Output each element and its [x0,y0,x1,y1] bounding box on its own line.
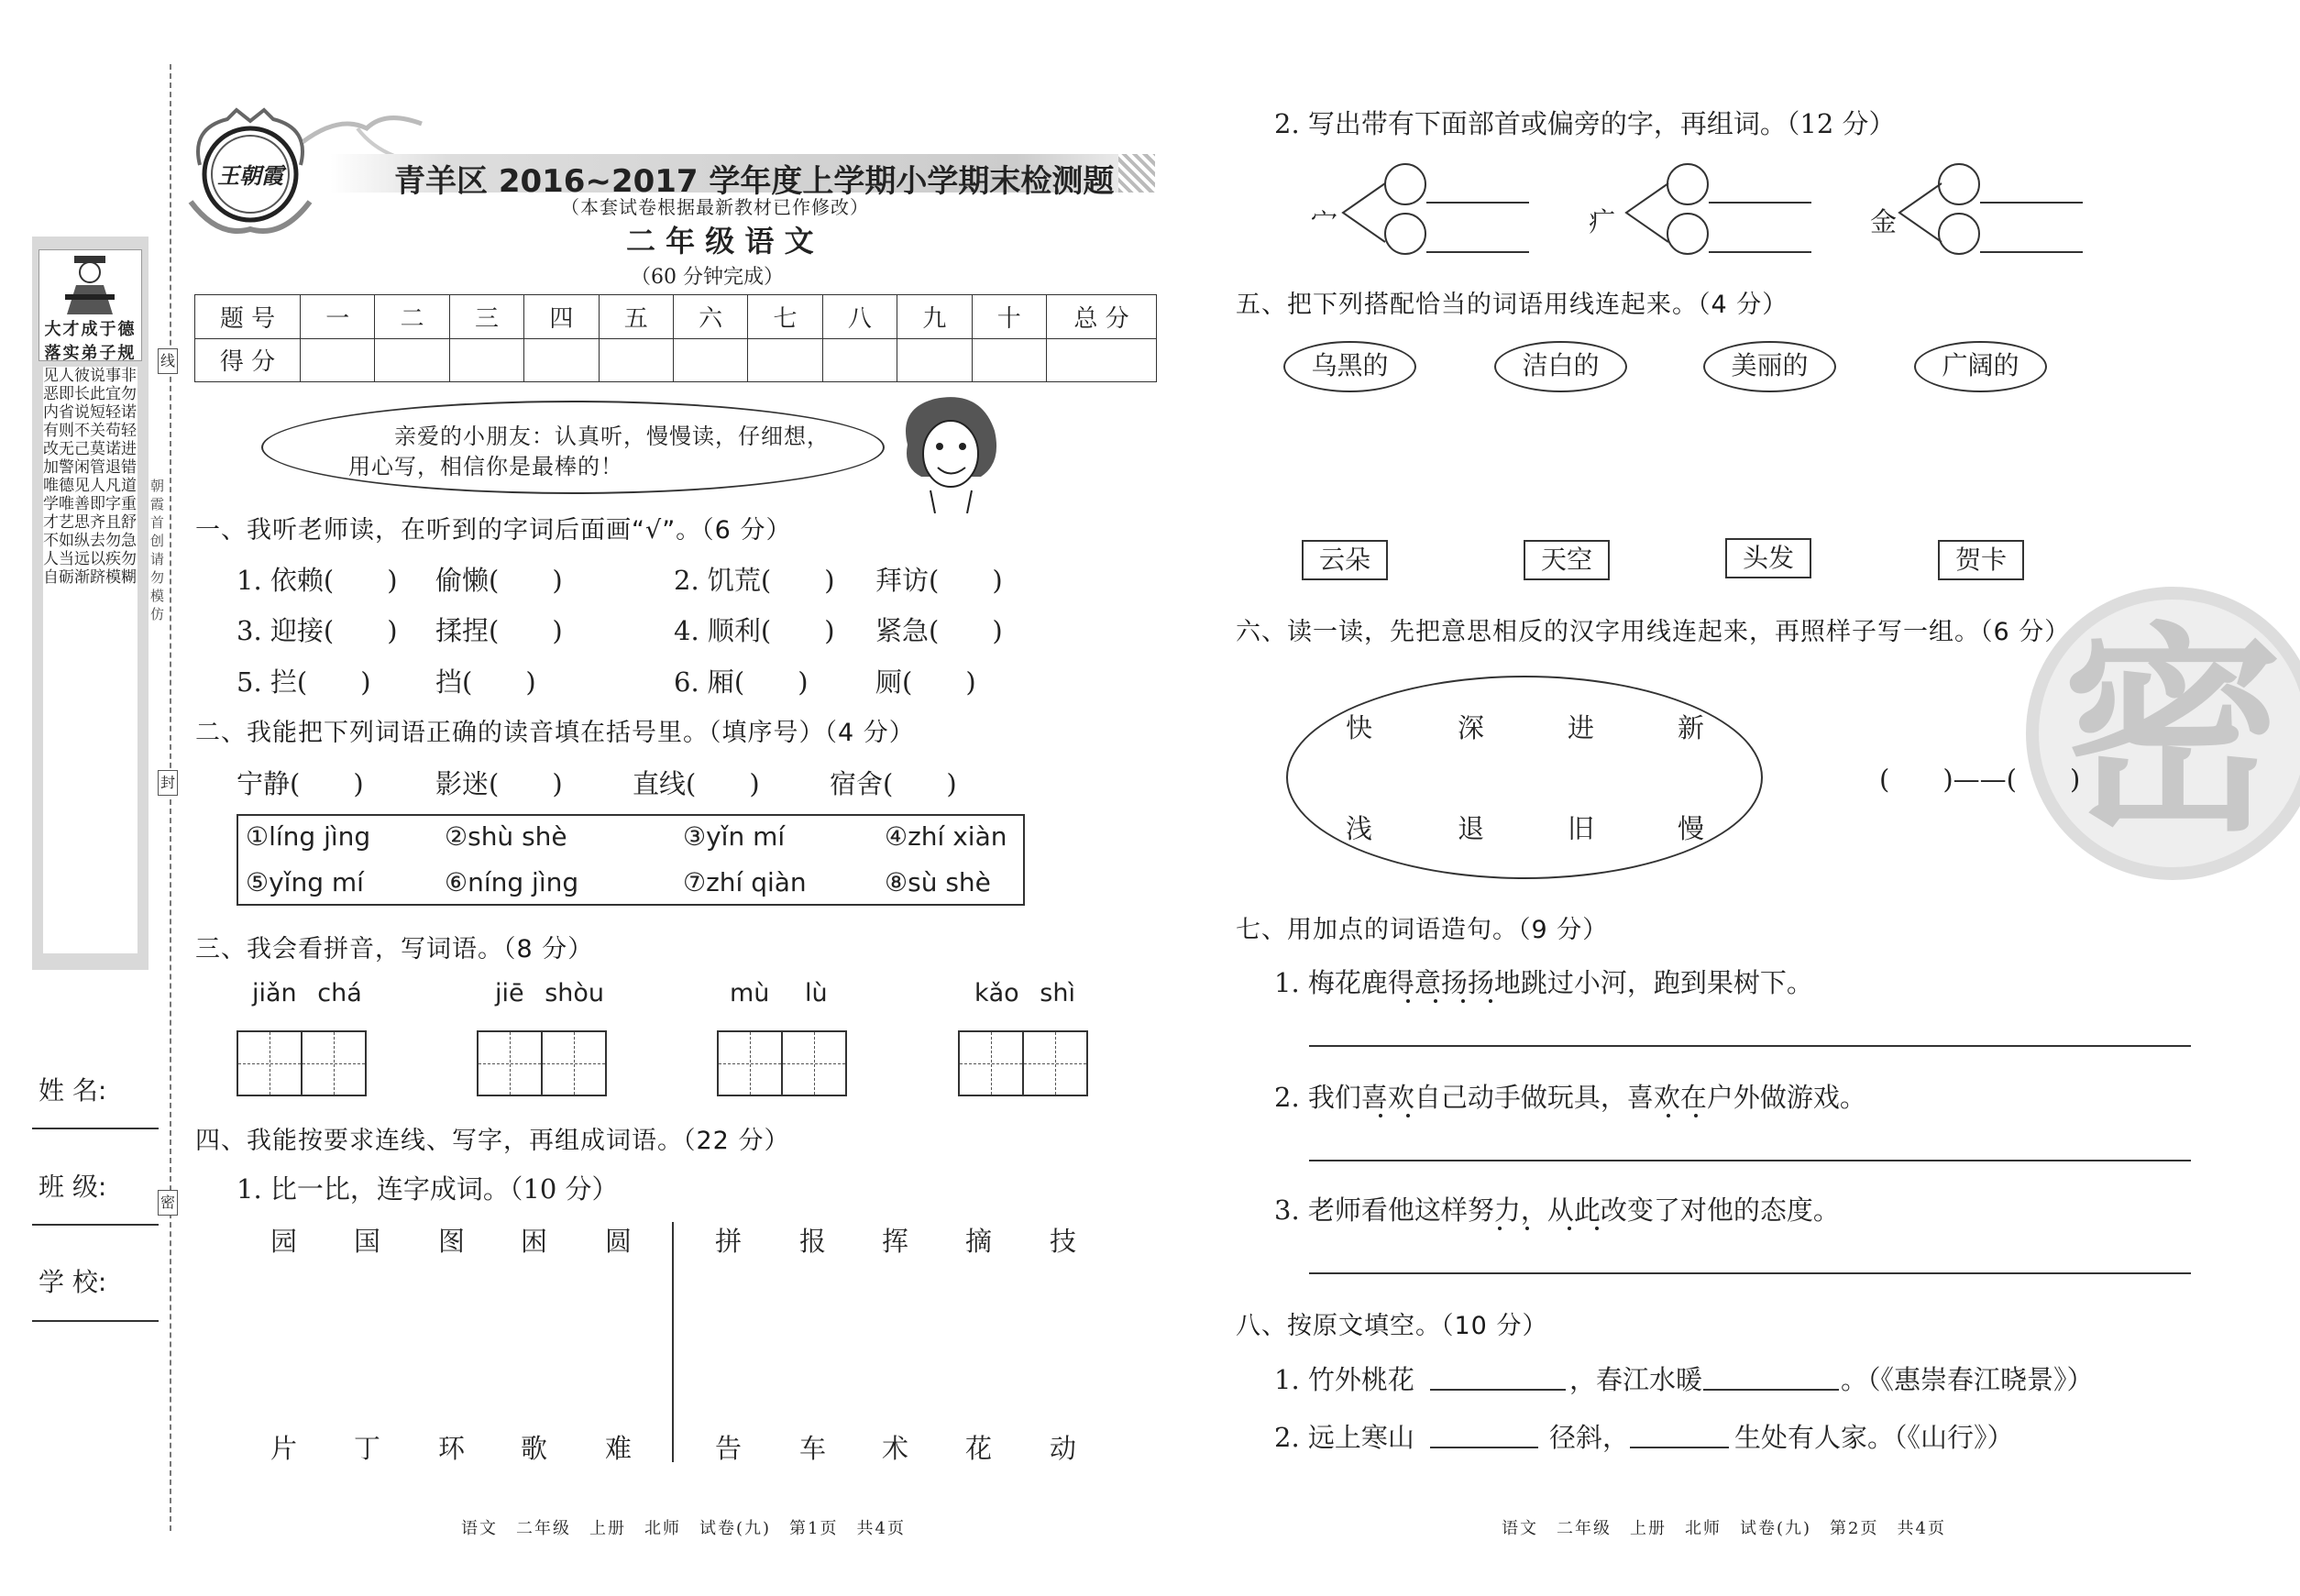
section7-title: 七、用加点的词语造句。（9 分） [1236,916,1609,944]
bubble-line-1: 亲爱的小朋友：认真听，慢慢读，仔细想， [394,424,830,449]
answer-circle[interactable] [1938,163,1980,205]
girl-illustration [894,390,1004,513]
logo [182,101,319,238]
s4-char[interactable]: 告 [715,1433,743,1464]
s1-item[interactable]: 2. 饥荒( ) [674,565,835,596]
class-field[interactable] [32,1224,159,1226]
s4-char[interactable]: 歌 [521,1433,548,1464]
s4-char[interactable]: 花 [965,1433,993,1464]
adjective-oval[interactable]: 美丽的 [1703,341,1836,392]
score-cell[interactable] [599,338,673,382]
score-cell[interactable] [301,338,375,382]
s4-sub1: 1. 比一比，连字成词。（10 分） [237,1173,619,1205]
s3-pinyin: jiǎn chá [252,979,362,1007]
antonym-char[interactable]: 新 [1678,712,1705,743]
s4-char[interactable]: 报 [799,1226,827,1257]
emphasis-dot [1595,1227,1599,1230]
s7-sentence: 1. 梅花鹿得意扬扬地跳过小河，跑到果树下。 [1274,967,1813,998]
pinyin-option: ①líng jìng [246,821,371,852]
s2-word[interactable]: 直线( ) [633,768,760,799]
watermark-char: 密 [2062,604,2283,861]
s4-char[interactable]: 国 [354,1226,381,1257]
s2-word[interactable]: 宿舍( ) [830,768,957,799]
answer-line[interactable] [1980,202,2083,204]
noun-box[interactable]: 贺卡 [1938,540,2024,580]
answer-circle[interactable] [1667,163,1709,205]
emphasis-dot [1379,1114,1382,1117]
antonym-char[interactable]: 快 [1346,712,1373,743]
score-row-label: 得 分 [195,338,301,382]
s7-answer-line[interactable] [1309,1272,2191,1274]
adjective-oval[interactable]: 乌黑的 [1283,341,1416,392]
title-band-pattern [1118,154,1155,193]
writing-grid-cell[interactable] [781,1030,847,1096]
class-label: 班 级: [39,1172,107,1202]
s4-char[interactable]: 难 [605,1433,633,1464]
s4-char[interactable]: 圆 [605,1226,633,1257]
section5-title: 五、把下列搭配恰当的词语用线连起来。（4 分） [1236,291,1788,319]
score-header-row [195,295,1157,339]
pinyin-option: ⑥níng jìng [445,867,579,897]
answer-circle[interactable] [1938,213,1980,255]
s4-char[interactable]: 动 [1050,1433,1077,1464]
radical-branch-icon [1624,176,1670,249]
s8-line1-start: 1. 竹外桃花 [1274,1364,1414,1395]
pinyin-option: ⑧sù shè [885,867,991,897]
score-cell[interactable] [972,338,1046,382]
rules-col-1: 见人恶即内省有则改无加警唯德学唯才艺不如人当自砺 [43,367,74,587]
answer-line[interactable] [1709,251,1811,253]
answer-line[interactable] [1426,202,1529,204]
s8-blank[interactable] [1630,1447,1729,1448]
s4-char[interactable]: 丁 [354,1433,381,1464]
score-cell[interactable] [822,338,897,382]
bubble-line-2: 用心写，相信你是最棒的！ [348,454,623,479]
score-header-cell: 总 分 [1047,295,1157,339]
writing-grid-cell[interactable] [958,1030,1024,1096]
school-label: 学 校: [39,1267,107,1297]
motto-box [39,249,142,361]
answer-line[interactable] [1980,251,2083,253]
s1-item[interactable]: 1. 依赖( ) [237,565,398,596]
rules-col-2: 彼说长此说短不关己莫闲管见人善即思齐纵去远以渐跻 [74,367,105,587]
s8-line2-start: 2. 远上寒山 [1274,1422,1414,1453]
pinyin-option: ⑤yǐng mí [246,867,364,897]
score-table [194,294,1157,382]
page2-footer: 语文 二年级 上册 北师 试卷(九) 第2页 共4页 [1502,1519,1946,1538]
writing-grid-cell[interactable] [301,1030,367,1096]
antonym-char[interactable]: 进 [1568,712,1595,743]
s8-line1-end: 。（《惠崇春江晓景》） [1841,1364,2094,1395]
motto-line-2: 落实弟子规 [44,344,137,363]
answer-line[interactable] [1426,251,1529,253]
adjective-oval[interactable]: 洁白的 [1494,341,1627,392]
section2-title: 二、我能把下列词语正确的读音填在括号里。（填序号）（4 分） [195,719,915,747]
section4-title: 四、我能按要求连线、写字，再组成词语。（22 分） [195,1127,790,1155]
emphasis-dot [1694,1114,1698,1117]
s2-word[interactable]: 影迷( ) [435,768,563,799]
s1-item[interactable]: 3. 迎接( ) [237,615,398,646]
grade-subject: 二 年 级 语 文 [626,224,814,259]
exam-subtitle-note: （本套试卷根据最新教材已作修改） [561,196,869,218]
s8-line1-mid: ，春江水暖 [1569,1364,1703,1395]
s8-line2-mid: 径斜， [1549,1422,1630,1453]
score-header-cell: 十 [972,295,1046,339]
ribbon-decoration [303,105,431,160]
s4-char[interactable]: 技 [1050,1226,1077,1257]
score-cell[interactable] [748,338,822,382]
s4-char[interactable]: 片 [270,1433,298,1464]
s4-char[interactable]: 车 [799,1433,827,1464]
exam-title: 青羊区 2016~2017 学年度上学期小学期末检测题 [394,163,1115,200]
antonym-char[interactable]: 旧 [1568,813,1595,844]
seal-mark-1: 线 [158,348,178,374]
s3-pinyin: kǎo shì [974,979,1075,1007]
score-cell[interactable] [449,338,523,382]
radical-branch-icon [1898,176,1943,249]
page1-footer: 语文 二年级 上册 北师 试卷(九) 第1页 共4页 [461,1519,906,1538]
s4-divider [672,1222,674,1462]
emphasis-dot [1406,999,1410,1003]
emphasis-dot [1461,999,1465,1003]
radical-branch-icon [1341,176,1387,249]
score-cell[interactable] [375,338,449,382]
motto-line-1: 大才成于德 [44,320,137,339]
emphasis-dot [1568,1227,1571,1230]
radical: 金 [1870,206,1898,237]
section8-title: 八、按原文填空。（10 分） [1236,1312,1548,1340]
writing-grid-cell[interactable] [477,1030,543,1096]
s2-word[interactable]: 宁静( ) [237,768,364,799]
logo-text: 王朝霞 [217,162,283,189]
s4-char[interactable]: 术 [882,1433,909,1464]
section6-title: 六、读一读，先把意思相反的汉字用线连起来，再照样子写一组。（6 分） [1236,618,2071,646]
noun-box[interactable]: 天空 [1524,540,1610,580]
seal-mark-2: 封 [158,770,178,796]
s3-pinyin: mù lù [730,979,828,1007]
score-header-cell: 八 [822,295,897,339]
score-cell[interactable] [673,338,747,382]
score-cell[interactable] [524,338,599,382]
antonym-char[interactable]: 浅 [1346,813,1373,844]
scholar-figure-icon [39,250,141,316]
answer-line[interactable] [1709,202,1811,204]
noun-box[interactable]: 云朵 [1302,540,1388,580]
score-header-cell: 一 [301,295,375,339]
rules-col-3: 事非宜勿轻诺苟轻诺进退错凡道字重且舒勿急疾勿模糊 [105,367,137,587]
score-header-cell: 四 [524,295,599,339]
seal-mark-3: 密 [158,1190,178,1216]
rules-block [43,367,138,953]
exam-duration: （60 分钟完成） [631,266,784,289]
antonym-ellipse [1286,676,1763,879]
radical: 疒 [1589,206,1616,237]
score-cell[interactable] [1047,338,1157,382]
s3-pinyin: jiē shòu [495,979,605,1007]
emphasis-dot [1667,1114,1670,1117]
s4-char[interactable]: 摘 [965,1226,993,1257]
score-header-cell: 五 [599,295,673,339]
s8-line2-end: 生处有人家。（《山行》） [1734,1422,2014,1453]
s1-item[interactable]: 紧急( ) [875,615,1003,646]
s8-blank[interactable] [1430,1389,1566,1391]
emphasis-dot [1434,999,1437,1003]
s1-item[interactable]: 揉捏( ) [435,615,563,646]
s1-item[interactable]: 厕( ) [875,666,976,698]
radical: 宀 [1311,206,1338,237]
name-label: 姓 名: [39,1075,107,1106]
score-header-cell: 九 [897,295,972,339]
emphasis-dot [1489,999,1492,1003]
s4-char[interactable]: 拼 [715,1226,743,1257]
writing-grid-cell[interactable] [541,1030,607,1096]
s1-item[interactable]: 4. 顺利( ) [674,615,835,646]
adjective-oval[interactable]: 广阔的 [1914,341,2047,392]
answer-circle[interactable] [1384,213,1426,255]
ribbon-icon [303,105,431,160]
antonym-answer-blank[interactable]: ( )——( ) [1879,764,2081,795]
s1-item[interactable]: 6. 厢( ) [674,666,809,698]
s4-char[interactable]: 挥 [882,1226,909,1257]
s8-blank[interactable] [1703,1389,1839,1391]
pinyin-option: ④zhí xiàn [885,821,1007,852]
s1-item[interactable]: 偷懒( ) [435,565,563,596]
score-header-cell: 六 [673,295,747,339]
s4-char[interactable]: 园 [270,1226,298,1257]
answer-circle[interactable] [1667,213,1709,255]
s4-char[interactable]: 困 [521,1226,548,1257]
s7-sentence: 3. 老师看他这样努力，从此改变了对他的态度。 [1274,1194,1840,1226]
emphasis-dot [1525,1227,1529,1230]
s8-blank[interactable] [1430,1447,1538,1448]
noun-box[interactable]: 头发 [1725,538,1811,578]
s4-sub2: 2. 写出带有下面部首或偏旁的字，再组词。（12 分） [1274,108,1896,139]
school-field[interactable] [32,1320,159,1322]
score-header-cell: 题 号 [195,295,301,339]
writing-grid-cell[interactable] [717,1030,783,1096]
answer-circle[interactable] [1384,163,1426,205]
s1-item[interactable]: 拜访( ) [875,565,1003,596]
score-input-row [195,338,1157,382]
s4-char[interactable]: 环 [438,1433,466,1464]
girl-face-icon [894,390,1004,513]
antonym-char[interactable]: 深 [1458,712,1485,743]
score-cell[interactable] [897,338,972,382]
score-header-cell: 三 [449,295,523,339]
emphasis-dot [1406,1114,1410,1117]
antonym-char[interactable]: 退 [1458,813,1485,844]
pinyin-option: ②shù shè [445,821,567,852]
pinyin-option: ⑦zhí qiàn [683,867,807,897]
antonym-char[interactable]: 慢 [1678,813,1705,844]
writing-grid-cell[interactable] [237,1030,303,1096]
name-field[interactable] [32,1128,159,1129]
pinyin-option: ③yǐn mí [683,821,786,852]
score-header-cell: 七 [748,295,822,339]
score-header-cell: 二 [375,295,449,339]
s1-item[interactable]: 5. 拦( ) [237,666,371,698]
s1-item[interactable]: 挡( ) [435,666,536,698]
writing-grid-cell[interactable] [1022,1030,1088,1096]
section3-title: 三、我会看拼音，写词语。（8 分） [195,935,594,963]
s7-sentence: 2. 我们喜欢自己动手做玩具，喜欢在户外做游戏。 [1274,1082,1866,1113]
emphasis-dot [1498,1227,1502,1230]
s7-answer-line[interactable] [1309,1160,2191,1161]
s7-answer-line[interactable] [1309,1045,2191,1047]
binding-dashed-line [170,64,171,1531]
s4-char[interactable]: 图 [438,1226,466,1257]
section1-title: 一、我听老师读，在听到的字词后面画“√”。（6 分） [195,516,792,545]
vertical-note: 朝霞首创 请勿模仿 [150,478,165,622]
